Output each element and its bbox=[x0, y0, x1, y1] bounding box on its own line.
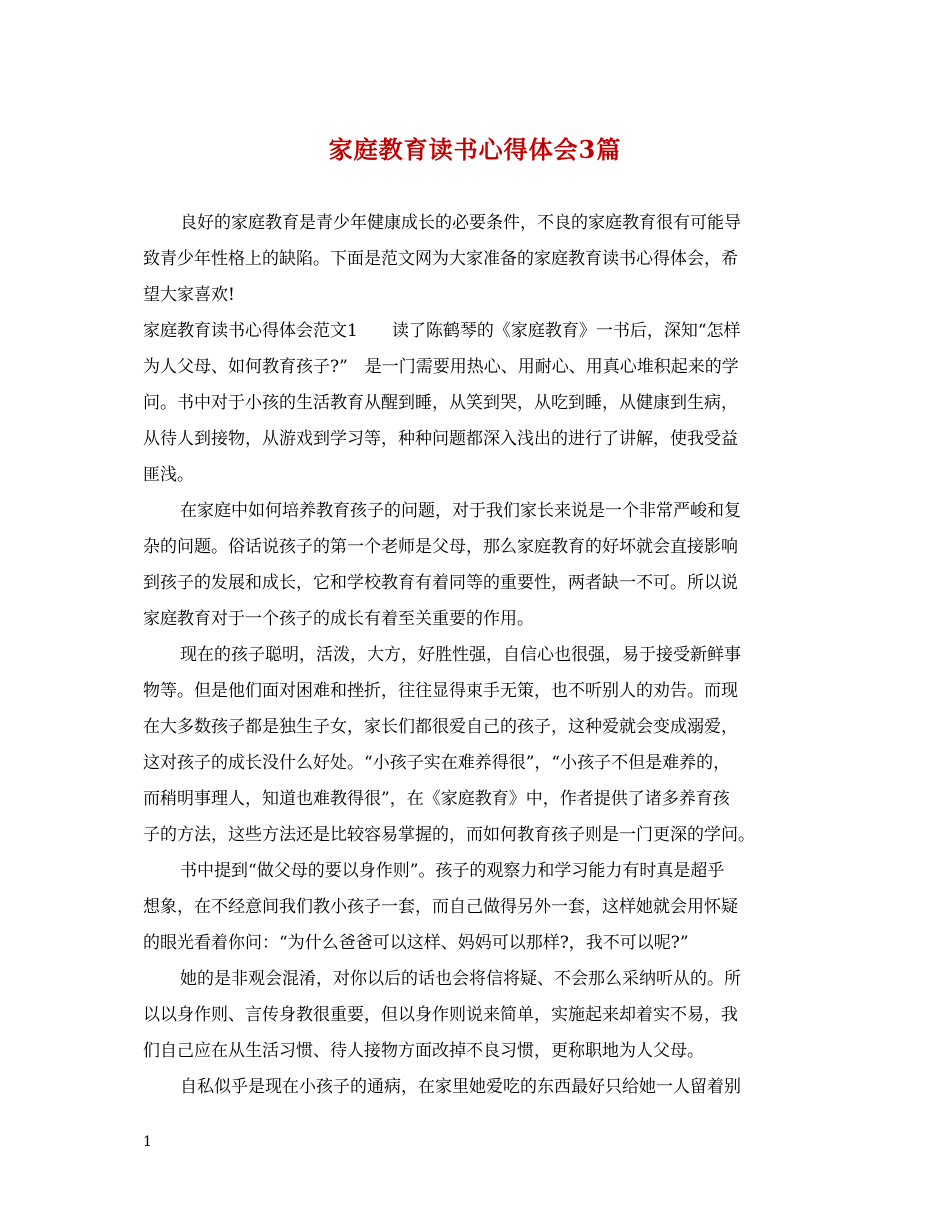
text-line: 们自己应在从生活习惯、待人接物方面改掉不良习惯，更称职地为人父母。 bbox=[143, 1041, 704, 1061]
text-line: 物等。但是他们面对困难和挫折，往往显得束手无策，也不听别人的劝告。而现 bbox=[143, 681, 738, 701]
text-line: 杂的问题。俗话说孩子的第一个老师是父母，那么家庭教育的好坏就会直接影响 bbox=[143, 537, 738, 557]
page-number: 1 bbox=[143, 1134, 152, 1150]
text-line: 自私似乎是现在小孩子的通病，在家里她爱吃的东西最好只给她一人留着别 bbox=[180, 1077, 741, 1097]
text-line: 在大多数孩子都是独生子女，家长们都很爱自己的孩子，这种爱就会变成溺爱， bbox=[143, 717, 738, 737]
text-line: 望大家喜欢! bbox=[143, 285, 235, 305]
text-line: 以以身作则、言传身教很重要，但以身作则说来简单，实施起来却着实不易，我 bbox=[143, 1005, 738, 1025]
text-line: 这对孩子的成长没什么好处。“小孩子实在难养得很”，“小孩子不但是难养的， bbox=[143, 753, 731, 773]
text-line: 的眼光看着你问：“为什么爸爸可以这样、妈妈可以那样?，我不可以呢?” bbox=[143, 933, 689, 953]
text-line: 良好的家庭教育是青少年健康成长的必要条件，不良的家庭教育很有可能导 bbox=[180, 213, 741, 233]
text-line: 现在的孩子聪明，活泼，大方，好胜性强，自信心也很强，易于接受新鲜事 bbox=[180, 645, 741, 665]
text-line: 而稍明事理人，知道也难教得很”，在《家庭教育》中，作者提供了诸多养育孩 bbox=[143, 789, 730, 809]
text-line: 为人父母、如何教育孩子?” 是一门需要用热心、用耐心、用真心堆积起来的学 bbox=[143, 357, 739, 377]
text-line: 家庭教育读书心得体会范文1 读了陈鹤琴的《家庭教育》一书后，深知“怎样 bbox=[143, 321, 741, 341]
page-title: 家庭教育读书心得体会3篇 bbox=[328, 135, 622, 164]
text-line: 到孩子的发展和成长，它和学校教育有着同等的重要性，两者缺一不可。所以说 bbox=[143, 573, 738, 593]
text-line: 想象，在不经意间我们教小孩子一套，而自己做得另外一套，这样她就会用怀疑 bbox=[143, 897, 738, 917]
text-line: 在家庭中如何培养教育孩子的问题，对于我们家长来说是一个非常严峻和复 bbox=[180, 501, 741, 521]
text-line: 问。书中对于小孩的生活教育从醒到睡，从笑到哭，从吃到睡，从健康到生病， bbox=[143, 393, 738, 413]
text-line: 她的是非观会混淆，对你以后的话也会将信将疑、不会那么采纳听从的。所 bbox=[180, 969, 741, 989]
text-line: 从待人到接物，从游戏到学习等，种种问题都深入浅出的进行了讲解，使我受益 bbox=[143, 429, 738, 449]
text-line: 家庭教育对于一个孩子的成长有着至关重要的作用。 bbox=[143, 609, 534, 629]
text-line: 书中提到“做父母的要以身作则”。孩子的观察力和学习能力有时真是超乎 bbox=[180, 861, 725, 881]
text-line: 子的方法，这些方法还是比较容易掌握的，而如何教育孩子则是一门更深的学问。 bbox=[143, 825, 755, 845]
text-line: 致青少年性格上的缺陷。下面是范文网为大家准备的家庭教育读书心得体会，希 bbox=[143, 249, 738, 269]
document-body bbox=[143, 205, 813, 1105]
text-line: 匪浅。 bbox=[143, 465, 194, 485]
